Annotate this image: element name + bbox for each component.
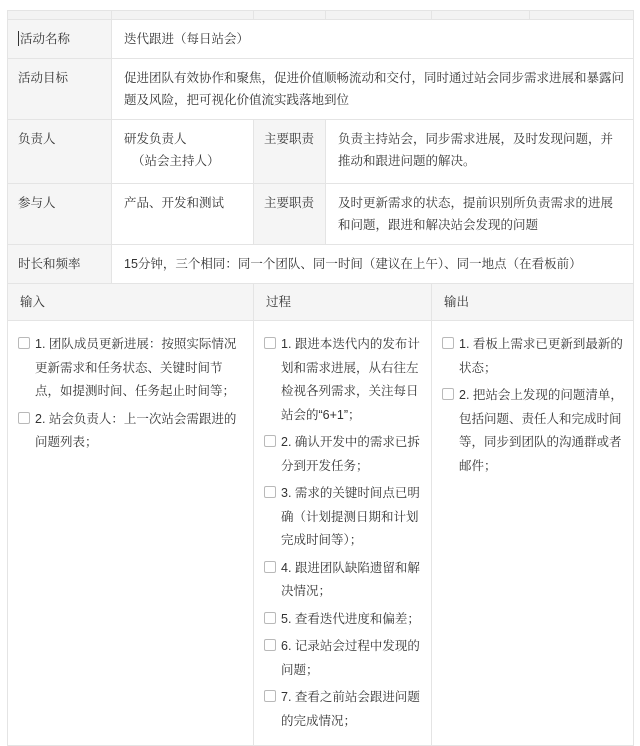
- owner-value-cell[interactable]: [112, 120, 254, 184]
- activity-name-label: 活动名称: [20, 32, 71, 46]
- header-input-cell[interactable]: [8, 284, 254, 321]
- activity-name-value-cell[interactable]: [112, 20, 634, 59]
- process-task-item: [264, 608, 423, 632]
- activity-goal-label: 活动目标: [18, 71, 69, 85]
- task-text: 1. 跟进本迭代内的发布计划和需求进展，从右往左检视各列需求，关注每日站会的“6+1”；: [281, 337, 420, 422]
- participants-value-cell[interactable]: [112, 184, 254, 245]
- participants-duty-label-cell[interactable]: [254, 184, 326, 245]
- process-task-item: [264, 686, 423, 733]
- task-text: 2. 把站会上发现的问题清单，包括问题、责任人和完成时间等，同步到团队的沟通群或者邮件；: [459, 388, 623, 473]
- activity-name-value: 迭代跟进（每日站会）: [124, 32, 250, 46]
- top-strip-row: [8, 11, 634, 20]
- task-checkbox[interactable]: [264, 337, 276, 349]
- row-task-lists: [8, 321, 634, 746]
- row-participants: [8, 184, 634, 245]
- participants-duty-value: 及时更新需求的状态，提前识别所负责需求的进展和问题，跟进和解决站会发现的问题: [338, 196, 614, 232]
- owner-label: 负责人: [18, 132, 56, 146]
- owner-duty-value: 负责主持站会，同步需求进展，及时发现问题，并推动和跟进问题的解决。: [338, 132, 614, 168]
- owner-label-cell[interactable]: [8, 120, 112, 184]
- task-text: 3. 需求的关键时间点已明确（计划提测日期和计划完成时间等）；: [281, 486, 420, 547]
- top-strip-cell: [8, 11, 112, 20]
- task-text: 4. 跟进团队缺陷遗留和解决情况；: [281, 560, 420, 598]
- owner-duty-label: 主要职责: [264, 132, 315, 146]
- task-checkbox[interactable]: [442, 388, 454, 400]
- input-task-item: [18, 333, 245, 404]
- task-checkbox[interactable]: [264, 690, 276, 702]
- row-duration: [8, 245, 634, 284]
- activity-table-frame: [7, 10, 633, 728]
- top-strip-cell: [112, 11, 254, 20]
- task-text: 2. 确认开发中的需求已拆分到开发任务；: [281, 435, 420, 473]
- participants-label-cell[interactable]: [8, 184, 112, 245]
- process-task-item: [264, 431, 423, 478]
- output-task-item: [442, 333, 625, 380]
- owner-duty-value-cell[interactable]: [326, 120, 634, 184]
- process-task-item: [264, 333, 423, 427]
- top-strip-cell: [326, 11, 432, 20]
- top-strip-cell: [254, 11, 326, 20]
- activity-table: [7, 10, 634, 746]
- task-checkbox[interactable]: [264, 486, 276, 498]
- input-list-cell[interactable]: [8, 321, 254, 746]
- header-output: 输出: [444, 295, 470, 309]
- duration-value: 15分钟，三个相同：同一个团队、同一时间（建议在上午）、同一地点（在看板前）: [124, 257, 582, 271]
- input-task-item: [18, 408, 245, 455]
- participants-duty-value-cell[interactable]: [326, 184, 634, 245]
- duration-value-cell[interactable]: [112, 245, 634, 284]
- task-text: 7. 查看之前站会跟进问题的完成情况；: [281, 690, 420, 728]
- participants-duty-label: 主要职责: [264, 196, 315, 210]
- header-process-cell[interactable]: [254, 284, 432, 321]
- process-task-item: [264, 482, 423, 553]
- task-text: 1. 团队成员更新进展：按照实际情况更新需求和任务状态、关键时间节点，如提测时间、任务起止时间等；: [35, 337, 237, 398]
- output-list-cell[interactable]: [432, 321, 634, 746]
- row-owner: [8, 120, 634, 184]
- activity-goal-value: 促进团队有效协作和聚焦，促进价值顺畅流动和交付，同时通过站会同步需求进展和暴露问题及风险，把可视化价值流实践落地到位: [124, 71, 625, 107]
- header-process: 过程: [266, 295, 292, 309]
- task-checkbox[interactable]: [264, 561, 276, 573]
- task-checkbox[interactable]: [264, 612, 276, 624]
- process-task-item: [264, 635, 423, 682]
- header-output-cell[interactable]: [432, 284, 634, 321]
- process-task-item: [264, 557, 423, 604]
- task-text: 5. 查看迭代进度和偏差；: [281, 611, 420, 626]
- task-checkbox[interactable]: [264, 435, 276, 447]
- text-cursor: [18, 31, 19, 46]
- top-strip-cell: [432, 11, 530, 20]
- owner-value-line2: （站会主持人）: [132, 154, 220, 168]
- task-checkbox[interactable]: [18, 412, 30, 424]
- participants-value: 产品、开发和测试: [124, 196, 225, 210]
- task-text: 2. 站会负责人：上一次站会需跟进的问题列表；: [35, 411, 237, 449]
- owner-value-line1: 研发负责人: [124, 132, 187, 146]
- duration-label: 时长和频率: [18, 257, 81, 271]
- activity-name-label-cell[interactable]: [8, 20, 112, 59]
- task-text: 1. 看板上需求已更新到最新的状态；: [459, 337, 623, 375]
- task-checkbox[interactable]: [18, 337, 30, 349]
- owner-duty-label-cell[interactable]: [254, 120, 326, 184]
- activity-goal-value-cell[interactable]: [112, 59, 634, 120]
- process-list-cell[interactable]: [254, 321, 432, 746]
- top-strip-cell: [530, 11, 634, 20]
- row-activity-name: [8, 20, 634, 59]
- task-checkbox[interactable]: [264, 639, 276, 651]
- header-input: 输入: [20, 295, 46, 309]
- duration-label-cell[interactable]: [8, 245, 112, 284]
- task-checkbox[interactable]: [442, 337, 454, 349]
- row-column-headers: [8, 284, 634, 321]
- participants-label: 参与人: [18, 196, 56, 210]
- row-activity-goal: [8, 59, 634, 120]
- task-text: 6. 记录站会过程中发现的问题；: [281, 639, 420, 677]
- activity-goal-label-cell[interactable]: [8, 59, 112, 120]
- output-task-item: [442, 384, 625, 478]
